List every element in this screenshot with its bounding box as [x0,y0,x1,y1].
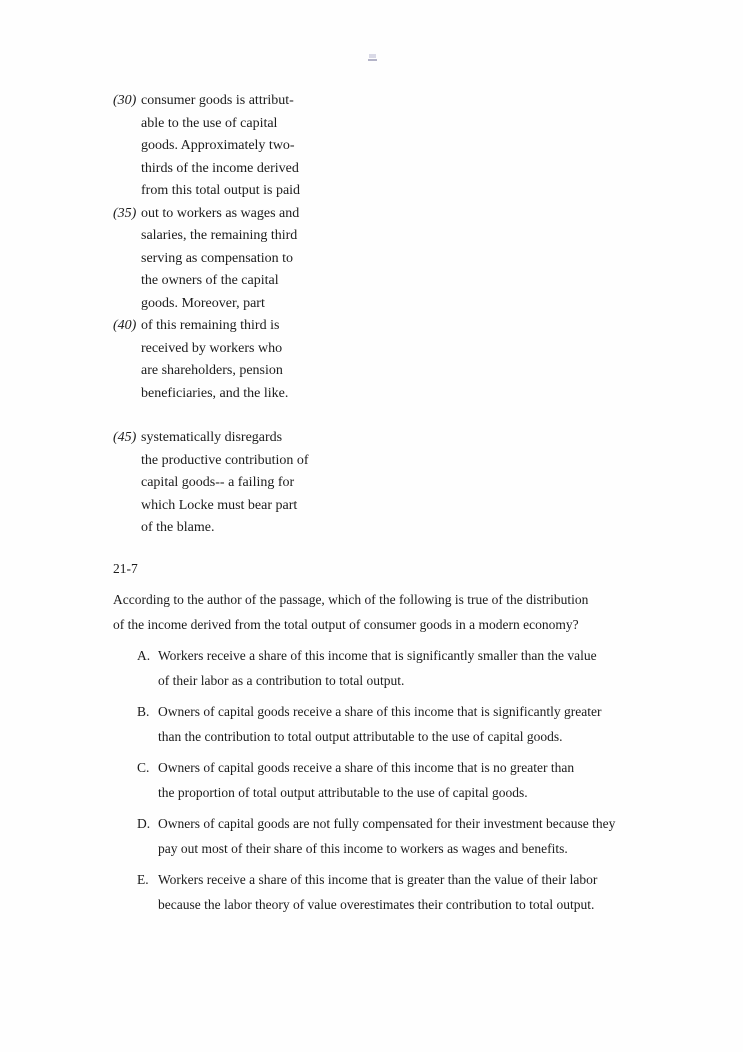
passage-line-text: capital goods-- a failing for [141,475,295,490]
choice-letter: B. [137,704,150,719]
passage-line-number [113,450,141,473]
passage-line [113,135,309,158]
passage-line [113,225,309,248]
passage-line [113,90,309,113]
passage-line-number [113,113,141,136]
passage-line-number [113,180,141,203]
passage-line [113,517,309,540]
passage-line-number [113,158,141,181]
passage-line-text: consumer goods is attribut- [141,93,294,108]
passage-line [113,427,309,450]
passage-line-number: (45) [113,430,137,445]
passage-line-text: serving as compensation to [141,250,294,266]
passage-line-text: the owners of the capital [141,273,279,288]
choice-text-line: Workers receive a share of this income that is significantly smaller than the value [158,648,597,663]
passage-line-number [113,495,141,518]
passage [113,90,309,540]
question-stem-line: of the income derived from the total output of consumer goods in a modern economy? [113,617,579,632]
passage-line-number [113,383,141,406]
passage-line [113,360,309,383]
question-number: 21-7 [113,561,138,576]
passage-line-number [113,472,141,495]
question-block [113,556,615,923]
passage-line-text: goods. Approximately two- [141,138,295,153]
choice-text-line: because the labor theory of value overestimates their contribution to total output. [158,897,595,912]
choice-text [158,867,597,917]
choice-text-line: than the contribution to total output attributable to the use of capital goods. [158,729,563,744]
question-stem [113,587,615,637]
passage-line-number [113,360,141,383]
passage-line-text: thirds of the income derived [141,160,299,176]
passage-line [113,450,309,473]
passage-line [113,383,309,406]
passage-line-number [113,135,141,158]
passage-line-text: goods. Moreover, part [141,295,265,311]
passage-line-text: salaries, the remaining third [141,228,298,243]
choice-letter: C. [137,760,150,775]
passage-line-number [113,225,141,248]
scan-smudge-artifact [368,54,378,64]
passage-line-number [113,517,141,540]
passage-line [113,203,309,226]
passage-line-number [113,270,141,293]
passage-line-text: able to the use of capital [141,115,278,131]
choice-letter: A. [137,648,151,663]
passage-line [113,248,309,271]
choice-letter: E. [137,872,149,887]
scan-smudge-top [369,54,376,58]
passage-line-text: of the blame. [141,520,215,535]
passage-line [113,495,309,518]
choice-text-line: Owners of capital goods receive a share of this income that is no greater than [158,760,575,775]
passage-line-text: of this remaining third is [141,318,280,333]
choice-text [158,643,597,693]
passage-line [113,270,309,293]
passage-line-text: which Locke must bear part [141,497,298,513]
passage-line-text: received by workers who [141,340,283,356]
passage-line [113,315,309,338]
passage-line [113,158,309,181]
passage-line [113,338,309,361]
choice-text-line: pay out most of their share of this income to workers as wages and benefits. [158,841,568,856]
choice-text-line: Owners of capital goods receive a share of this income that is significantly greater [158,704,602,719]
passage-line-text: systematically disregards [141,430,283,445]
passage-line-text: beneficiaries, and the like. [141,385,289,401]
choice-text-line: Owners of capital goods are not fully compensated for their investment because they [158,816,616,831]
choice-text-line: of their labor as a contribution to total output. [158,673,405,688]
answer-choice-a [137,643,615,693]
passage-line-number: (40) [113,318,137,333]
choice-text-line: Workers receive a share of this income that is greater than the value of their labor [158,872,598,887]
passage-line [113,180,309,203]
choice-text [158,755,574,805]
passage-line-number [113,248,141,271]
passage-block [113,90,309,405]
passage-line-number [113,338,141,361]
choice-text [158,811,615,861]
scan-smudge-bottom [368,59,377,61]
answer-choice-d [137,811,615,861]
passage-line-text: out to workers as wages and [141,205,300,221]
question-stem-line: According to the author of the passage, which of the following is true of the distribution [113,592,589,607]
passage-line-text: from this total output is paid [141,183,301,198]
passage-line-text: are shareholders, pension [141,363,283,378]
answer-choice-b [137,699,615,749]
choice-text [158,699,601,749]
answer-choice-c [137,755,615,805]
passage-line [113,293,309,316]
passage-block [113,427,309,540]
passage-line-number: (35) [113,205,137,221]
answer-choices [137,643,615,917]
choice-letter: D. [137,816,151,831]
choice-text-line: the proportion of total output attributable to the use of capital goods. [158,785,528,800]
answer-choice-e [137,867,615,917]
passage-line [113,113,309,136]
passage-line [113,472,309,495]
passage-line-number: (30) [113,93,137,108]
passage-line-text: the productive contribution of [141,452,309,468]
passage-line-number [113,293,141,316]
